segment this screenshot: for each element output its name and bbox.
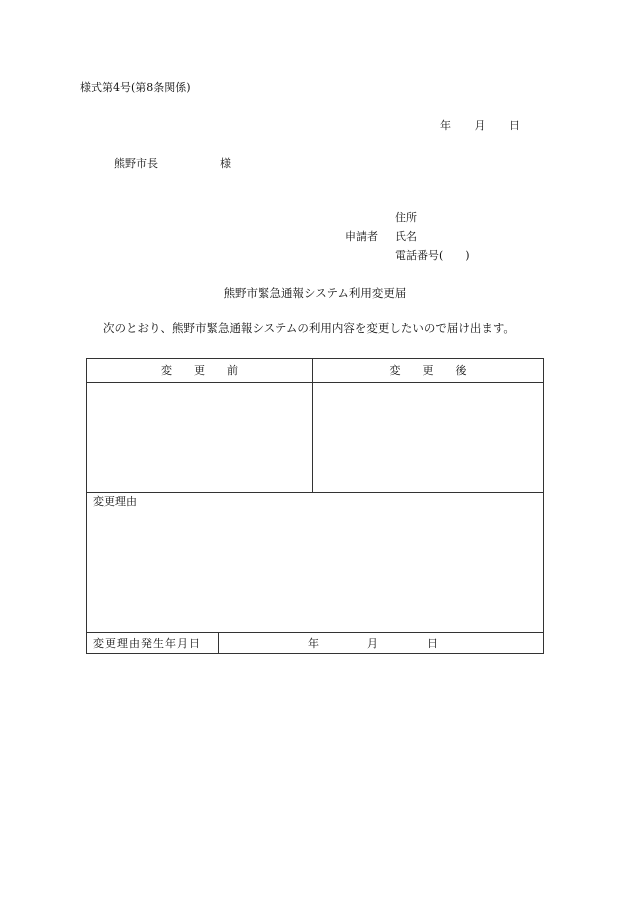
document-title: 熊野市緊急通報システム利用変更届: [223, 286, 407, 300]
applicant-label: 申請者: [345, 230, 378, 243]
reason-field[interactable]: [87, 511, 543, 631]
address-label: 住所: [395, 211, 417, 224]
reason-row-divider: [87, 632, 543, 633]
occurrence-label-divider: [218, 632, 219, 654]
date-year: 年: [440, 119, 451, 132]
applicant-address-row: [345, 212, 417, 223]
date-line: [440, 120, 520, 131]
before-value-field[interactable]: [87, 383, 312, 492]
before-header: 変 更 前: [161, 364, 238, 377]
occurrence-day[interactable]: 日: [427, 637, 438, 650]
date-day: 日: [509, 119, 520, 132]
occurrence-label: 変更理由発生年月日: [93, 637, 201, 650]
phone-label: 電話番号( ): [395, 249, 470, 262]
after-header: 変 更 後: [389, 364, 467, 377]
document-body: 次のとおり、熊野市緊急通報システムの利用内容を変更したいので届け出ます。: [103, 321, 515, 335]
addressee-honorific: 様: [220, 157, 231, 170]
change-table: [86, 358, 544, 654]
name-label: 氏名: [395, 230, 417, 243]
date-month: 月: [474, 119, 486, 132]
reason-label: 変更理由: [93, 495, 137, 508]
occurrence-month[interactable]: 月: [367, 637, 378, 650]
changes-row-divider: [87, 492, 543, 493]
applicant-name-row: [345, 231, 417, 242]
occurrence-year[interactable]: 年: [308, 637, 319, 650]
after-value-field[interactable]: [313, 383, 543, 492]
applicant-phone-row: [345, 250, 470, 261]
addressee: 熊野市長: [114, 157, 158, 170]
form-number: 様式第4号(第8条関係): [80, 81, 191, 94]
